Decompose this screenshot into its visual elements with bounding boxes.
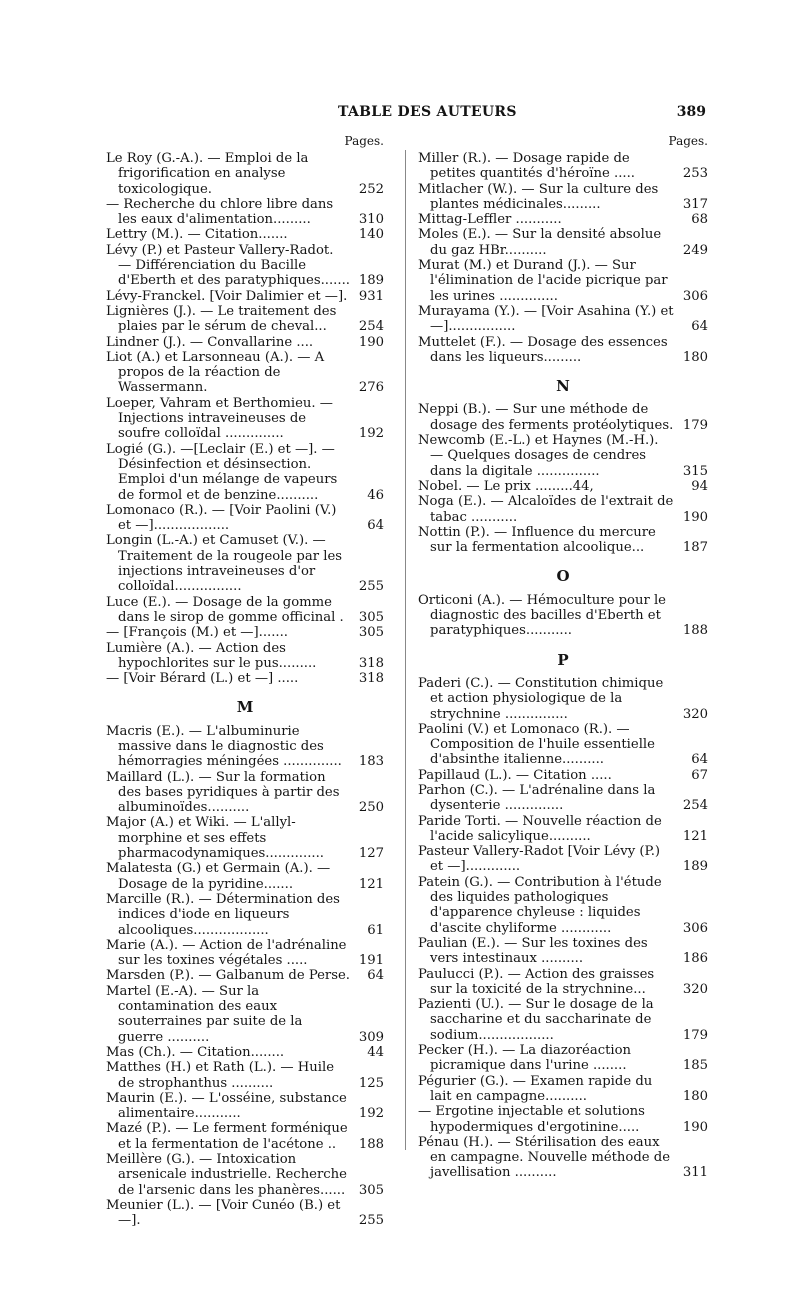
entry-page: 255 [358, 1213, 384, 1229]
index-entry [106, 289, 384, 304]
index-entry [418, 783, 708, 814]
entry-page: 317 [682, 196, 708, 212]
entry-text: Lévy-Franckel. [Voir Dalimier et —]. [106, 288, 348, 304]
entry-text: Marcille (R.). — Détermination des indices d'iode en liqueurs alcooliques.................. [106, 891, 340, 938]
index-sections [418, 151, 708, 1181]
index-entry [106, 1091, 384, 1122]
entry-text: — [Voir Bérard (L.) et —] ..... [106, 671, 299, 687]
entry-text: Pénau (H.). — Stérilisation des eaux en campagne. Nouvelle méthode de javellisation .......... [418, 1134, 671, 1181]
entry-page: 186 [682, 951, 708, 967]
index-entry [418, 593, 708, 639]
entry-text: Marsden (P.). — Galbanum de Perse. [106, 968, 351, 984]
entry-page: 125 [358, 1075, 384, 1091]
entry-text: Mittag-Leffler ........... [418, 212, 562, 228]
index-entry [106, 503, 384, 534]
entry-text: Newcomb (E.-L.) et Haynes (M.-H.). — Quelques dosages de cendres dans la digitale ............... [418, 433, 659, 479]
index-entry [106, 595, 384, 626]
entry-text: Loeper, Vahram et Berthomieu. — Injections intraveineuses de soufre colloïdal .............. [106, 395, 333, 442]
entry-text: Maurin (E.). — L'osséine, substance alimentaire........... [106, 1090, 347, 1122]
index-entry [418, 844, 708, 875]
entry-text: Paride Torti. — Nouvelle réaction de l'acide salicylique.......... [418, 813, 662, 844]
entry-text: Lettry (M.). — Citation....... [106, 227, 288, 243]
index-entry [106, 197, 384, 228]
entry-page: 64 [367, 968, 384, 984]
entry-text: Muttelet (F.). — Dosage des essences dans les liqueurs......... [418, 334, 668, 365]
index-entry [106, 815, 384, 861]
entry-page: 188 [358, 1136, 384, 1152]
index-entry [418, 227, 708, 258]
index-entry [106, 243, 384, 289]
entry-page: 64 [691, 752, 708, 768]
entry-page: 185 [682, 1058, 708, 1074]
entry-text: Pégurier (G.). — Examen rapide du lait en campagne.......... [418, 1073, 653, 1104]
entry-page: 189 [358, 273, 384, 289]
running-title: TABLE DES AUTEURS [338, 104, 517, 120]
index-entry [418, 335, 708, 366]
index-entry [418, 258, 708, 304]
index-entry [418, 151, 708, 182]
section-letter: M [236, 698, 254, 717]
index-entry [418, 814, 708, 845]
entry-text: Parhon (C.). — L'adrénaline dans la dysenterie .............. [418, 782, 656, 814]
index-entry [106, 1060, 384, 1091]
entry-page: 64 [367, 518, 384, 534]
entry-page: 318 [358, 671, 384, 687]
entry-page: 67 [691, 767, 708, 783]
index-entry [418, 1135, 708, 1181]
entry-page: 931 [358, 288, 384, 304]
entry-text: Noga (E.). — Alcaloïdes de l'extrait de tabac ........... [418, 494, 674, 525]
index-entry [106, 304, 384, 335]
entry-page: 190 [682, 509, 708, 525]
index-entry [418, 875, 708, 936]
entry-text: Lindner (J.). — Convallarine .... [106, 334, 314, 350]
entry-text: Marie (A.). — Action de l'adrénaline sur les toxines végétales ..... [106, 937, 347, 969]
entry-text: Meunier (L.). — [Voir Cunéo (B.) et —]. [106, 1197, 341, 1229]
index-entry [418, 1104, 708, 1135]
index-entry [106, 984, 384, 1045]
entry-page: 121 [682, 828, 708, 844]
index-entry [106, 1198, 384, 1229]
entry-text: Paderi (C.). — Constitution chimique et action physiologique de la strychnine ............... [418, 675, 664, 722]
entry-page: 190 [358, 334, 384, 350]
index-entry [106, 861, 384, 892]
entry-text: Malatesta (G.) et Germain (A.). — Dosage de la pyridine....... [106, 861, 331, 892]
index-entry [418, 722, 708, 768]
index-entry [106, 227, 384, 242]
entry-text: Le Roy (G.-A.). — Emploi de la frigorification en analyse toxicologique. [106, 151, 309, 197]
entry-text: Orticoni (A.). — Hémoculture pour le diagnostic des bacilles d'Eberth et paratyphiques........... [418, 592, 666, 639]
index-entry [106, 533, 384, 594]
entry-page: 64 [691, 319, 708, 335]
entry-page: 306 [682, 920, 708, 936]
entry-text: Macris (E.). — L'albuminurie massive dans le diagnostic des hémorragies méningées .............. [106, 723, 342, 770]
index-entry [106, 770, 384, 816]
index-sections [106, 151, 384, 1228]
entry-text: Lomonaco (R.). — [Voir Paolini (V.) et —].................. [106, 502, 337, 534]
entry-page: 253 [682, 166, 708, 182]
entry-text: Lumière (A.). — Action des hypochlorites sur le pus......... [106, 640, 317, 671]
index-entry [106, 892, 384, 938]
index-entry [106, 350, 384, 396]
entry-page: 180 [682, 1088, 708, 1104]
entry-page: 249 [682, 242, 708, 258]
entry-page: 187 [682, 540, 708, 556]
index-entry [418, 967, 708, 998]
entry-text: Nottin (P.). — Influence du mercure sur la fermentation alcoolique... [418, 524, 656, 556]
entry-text: Miller (R.). — Dosage rapide de petites quantités d'héroïne ..... [418, 151, 635, 182]
index-entry [418, 1074, 708, 1105]
entry-page: 180 [682, 349, 708, 365]
entry-text: Luce (E.). — Dosage de la gomme dans le sirop de gomme officinal . [106, 594, 344, 625]
index-entry [106, 335, 384, 350]
entry-text: Paulucci (P.). — Action des graisses sur la toxicité de la strychnine... [418, 966, 655, 997]
index-entry [418, 479, 708, 494]
entry-text: Logié (G.). —[Leclair (E.) et —]. — Désinfection et désinsection. Emploi d'un mélange de vapeurs de formol et de benzine.......... [106, 441, 338, 503]
index-entry [418, 525, 708, 556]
index-entry [418, 676, 708, 722]
entry-text: Pazienti (U.). — Sur le dosage de la saccharine et du saccharinate de sodium.................. [418, 997, 654, 1043]
index-entry [106, 641, 384, 672]
index-entry [418, 768, 708, 783]
entry-page: 189 [682, 859, 708, 875]
entry-text: Pecker (H.). — La diazoréaction picramique dans l'urine ........ [418, 1043, 632, 1074]
entry-page: 179 [682, 417, 708, 433]
entry-text: Meillère (G.). — Intoxication arsenicale industrielle. Recherche de l'arsenic dans les phanères...... [106, 1152, 347, 1198]
entry-text: Neppi (B.). — Sur une méthode de dosage des ferments protéolytiques. [418, 402, 674, 433]
entry-text: Moles (E.). — Sur la densité absolue du gaz HBr.......... [418, 227, 662, 258]
pages-column-label: Pages. [344, 134, 384, 148]
right-column [418, 134, 708, 1181]
entry-page: 61 [367, 922, 384, 938]
entry-text: — [François (M.) et —]....... [106, 625, 288, 641]
index-entry [106, 442, 384, 503]
entry-page: 183 [358, 754, 384, 770]
index-entry [418, 304, 708, 335]
entry-text: — Ergotine injectable et solutions hypodermiques d'ergotinine..... [418, 1104, 645, 1135]
index-entry [418, 212, 708, 227]
entry-text: Pasteur Vallery-Radot [Voir Lévy (P.) et —]............. [418, 844, 661, 875]
entry-page: 188 [682, 623, 708, 639]
entry-page: 318 [358, 655, 384, 671]
left-column [106, 134, 384, 1228]
entry-page: 44 [367, 1044, 384, 1060]
entry-page: 192 [358, 426, 384, 442]
index-entry [418, 936, 708, 967]
entry-page: 250 [358, 800, 384, 816]
index-entry [106, 625, 384, 640]
entry-page: 276 [358, 380, 384, 396]
entry-page: 190 [682, 1119, 708, 1135]
page-number: 389 [676, 104, 706, 120]
index-entry [106, 724, 384, 770]
entry-text: Longin (L.-A.) et Camuset (V.). — Traitement de la rougeole par les injections intraveineuses d'or colloïdal................ [106, 533, 343, 595]
entry-page: 252 [358, 181, 384, 197]
entry-text: Martel (E.-A). — Sur la contamination des eaux souterraines par suite de la guerre .......... [106, 983, 303, 1045]
entry-page: 46 [367, 487, 384, 503]
entry-text: Murat (M.) et Durand (J.). — Sur l'élimination de l'acide picrique par les urines .............. [418, 258, 668, 304]
entry-text: Mazé (P.). — Le ferment forménique et la fermentation de l'acétone .. [106, 1121, 348, 1152]
index-entry [418, 182, 708, 213]
entry-page: 320 [682, 981, 708, 997]
pages-column-label: Pages. [668, 134, 708, 148]
index-entry [106, 938, 384, 969]
entry-page: 94 [691, 478, 708, 494]
entry-page: 192 [358, 1106, 384, 1122]
entry-page: 311 [682, 1165, 708, 1181]
entry-page: 305 [358, 609, 384, 625]
section-letter: O [556, 567, 570, 586]
entry-page: 121 [358, 876, 384, 892]
index-entry [106, 1045, 384, 1060]
index-entry [106, 1121, 384, 1152]
entry-page: 254 [682, 798, 708, 814]
index-entry [418, 494, 708, 525]
entry-text: Liot (A.) et Larsonneau (A.). — A propos de la réaction de Wassermann. [106, 349, 325, 396]
entry-text: Paolini (V.) et Lomonaco (R.). — Composition de l'huile essentielle d'absinthe italienne.......... [418, 721, 655, 768]
entry-page: 179 [682, 1027, 708, 1043]
column-separator [405, 150, 406, 1150]
running-header [0, 104, 800, 128]
index-entry [106, 151, 384, 197]
entry-text: Patein (G.). — Contribution à l'étude des liquides pathologiques d'apparence chyleuse : liquides d'ascite chyliforme ............ [418, 874, 662, 936]
entry-text: Lévy (P.) et Pasteur Vallery-Radot. — Différenciation du Bacille d'Eberth et des paratyphiques....... [106, 242, 350, 289]
entry-text: Mas (Ch.). — Citation........ [106, 1044, 285, 1060]
index-entry [418, 402, 708, 433]
index-entry [106, 671, 384, 686]
index-entry [418, 1043, 708, 1074]
section-letter: P [557, 650, 569, 669]
entry-text: Lignières (J.). — Le traitement des plaies par le sérum de cheval... [106, 303, 337, 335]
entry-text: Nobel. — Le prix .........44, [418, 478, 594, 494]
entry-text: Maillard (L.). — Sur la formation des bases pyridiques à partir des albuminoïdes.......... [106, 769, 340, 816]
entry-page: 68 [691, 212, 708, 228]
index-entry [418, 997, 708, 1043]
entry-page: 305 [358, 625, 384, 641]
entry-page: 191 [358, 953, 384, 969]
entry-text: Mitlacher (W.). — Sur la culture des plantes médicinales......... [418, 181, 659, 212]
index-entry [418, 433, 708, 479]
entry-page: 254 [358, 319, 384, 335]
entry-text: — Recherche du chlore libre dans les eaux d'alimentation......... [106, 196, 334, 228]
entry-page: 255 [358, 579, 384, 595]
entry-page: 315 [682, 463, 708, 479]
index-entry [106, 968, 384, 983]
index-entry [106, 1152, 384, 1198]
entry-text: Major (A.) et Wiki. — L'allyl-morphine et ses effets pharmacodynamiques.............. [106, 815, 324, 862]
entry-page: 127 [358, 846, 384, 862]
entry-page: 140 [358, 227, 384, 243]
entry-text: Papillaud (L.). — Citation ..... [418, 767, 612, 783]
entry-page: 310 [358, 212, 384, 228]
index-entry [106, 396, 384, 442]
entry-page: 320 [682, 706, 708, 722]
entry-page: 305 [358, 1182, 384, 1198]
entry-text: Murayama (Y.). — [Voir Asahina (Y.) et —]................ [418, 303, 674, 335]
entry-text: Matthes (H.) et Rath (L.). — Huile de strophanthus .......... [106, 1060, 335, 1091]
entry-text: Paulian (E.). — Sur les toxines des vers intestinaux .......... [418, 935, 648, 967]
entry-page: 309 [358, 1029, 384, 1045]
section-letter: N [556, 377, 570, 396]
entry-page: 306 [682, 288, 708, 304]
